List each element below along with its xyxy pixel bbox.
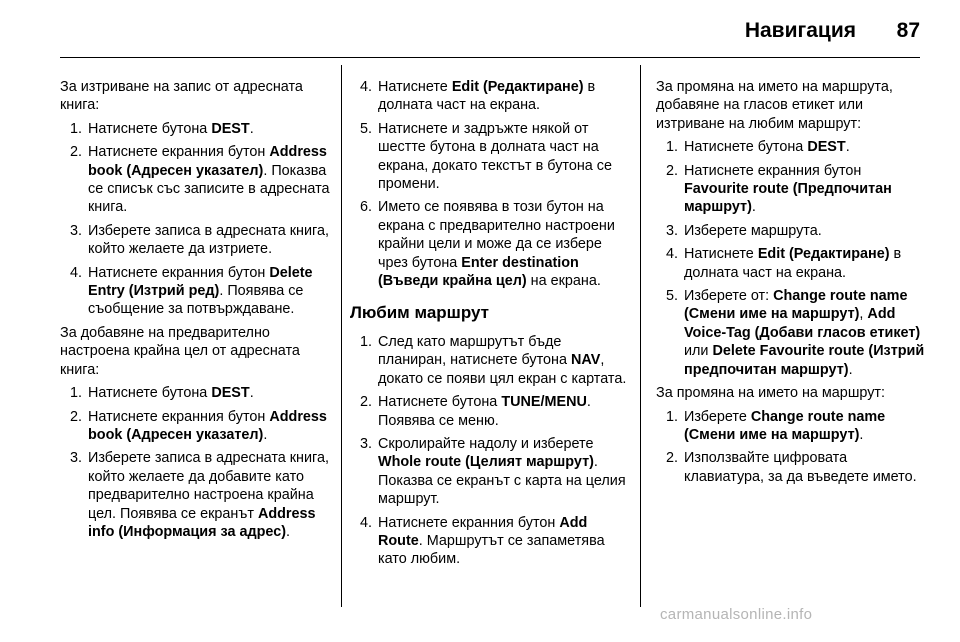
step-text: , докато се появи цял екран с картата. bbox=[378, 352, 627, 387]
step-text: Натиснете екранния бутон bbox=[88, 144, 270, 161]
section-heading: Любим маршрут bbox=[350, 303, 489, 323]
step-number: 3. bbox=[70, 450, 83, 467]
step-text: Натиснете бутона bbox=[378, 394, 502, 411]
step-number: 1. bbox=[360, 333, 373, 350]
step-text: Използвайте цифровата клавиатура, за да въведете името. bbox=[684, 450, 917, 485]
step-bold: DEST bbox=[807, 139, 846, 156]
intro-paragraph: За промяна на името на маршрута, добавяне на гласов етикет или изтриване на любим маршрут: bbox=[656, 79, 893, 132]
step-text: Натиснете екранния бутон bbox=[684, 162, 862, 179]
step-number: 4. bbox=[70, 264, 83, 281]
step-text: . bbox=[848, 361, 853, 378]
column-2 bbox=[350, 78, 628, 574]
step-text: . bbox=[249, 385, 254, 402]
step-bold: Add Voice-Tag (Добави гласов етикет) bbox=[684, 306, 921, 341]
step-number: 1. bbox=[70, 385, 83, 402]
step-text: . Показва се списък със записите в адресната книга. bbox=[88, 162, 330, 216]
step-number: 6. bbox=[360, 199, 373, 216]
step-text: или bbox=[684, 343, 713, 360]
step-bold: Delete Favourite route (Изтрий предпочитан маршрут) bbox=[684, 343, 925, 378]
intro-paragraph: За добавяне на предварително настроена крайна цел от адресната книга: bbox=[60, 324, 300, 378]
step-number: 2. bbox=[666, 450, 679, 467]
step-bold: Favourite route (Предпочитан маршрут) bbox=[684, 181, 892, 216]
list-item bbox=[350, 435, 628, 509]
step-bold: Edit (Редактиране) bbox=[451, 79, 584, 95]
step-text: Натиснете екранния бутон bbox=[88, 264, 270, 281]
step-bold: DEST bbox=[211, 120, 250, 137]
step-text: Изберете записа в адресната книга, който желаете да изтриете. bbox=[88, 222, 329, 258]
step-text: Натиснете екранния бутон bbox=[378, 514, 560, 531]
step-text: . bbox=[286, 523, 291, 540]
step-number: 3. bbox=[70, 222, 83, 239]
step-text: Натиснете bbox=[378, 79, 452, 95]
step-bold: Address info (Информация за адрес) bbox=[88, 505, 316, 540]
intro-paragraph: За промяна на името на маршрут: bbox=[656, 385, 885, 402]
list-item bbox=[350, 198, 628, 290]
step-text: Натиснете и задръжте някой от шестте бутона в долната част на екрана, докато текстът в бутона се промени. bbox=[378, 120, 612, 193]
step-text: Натиснете бутона bbox=[88, 120, 212, 137]
step-text: . bbox=[751, 199, 756, 216]
header-divider bbox=[60, 57, 920, 58]
step-bold: TUNE/MENU bbox=[501, 394, 587, 411]
step-bold: NAV bbox=[571, 352, 601, 369]
list-item bbox=[656, 449, 926, 486]
step-text: Изберете bbox=[684, 408, 751, 425]
step-text: . bbox=[845, 139, 850, 156]
list-item bbox=[656, 408, 926, 445]
step-number: 2. bbox=[70, 408, 83, 425]
list-item bbox=[350, 514, 628, 569]
step-text: Натиснете екранния бутон bbox=[88, 408, 270, 425]
list-item bbox=[656, 138, 926, 156]
step-number: 4. bbox=[360, 514, 373, 531]
step-number: 2. bbox=[360, 394, 373, 411]
step-bold: Whole route (Целият маршрут) bbox=[378, 454, 594, 471]
step-number: 5. bbox=[360, 120, 373, 137]
list-item bbox=[656, 287, 926, 379]
step-text: . bbox=[249, 120, 254, 137]
list-item bbox=[60, 384, 330, 402]
list-item bbox=[350, 78, 628, 115]
step-number: 1. bbox=[70, 120, 83, 137]
step-text: . Появява се съобщение за потвърждаване. bbox=[88, 283, 304, 318]
step-number: 4. bbox=[666, 246, 679, 263]
list-item bbox=[60, 143, 330, 217]
step-text: в долната част на екрана. bbox=[684, 246, 902, 281]
step-number: 3. bbox=[666, 222, 679, 239]
step-text: Изберете записа в адресната книга, който желаете да добавите като предварително настроена крайна цел. Появява се екранът bbox=[88, 450, 329, 522]
steps-list bbox=[656, 138, 926, 379]
step-text: След като маршрутът бъде планиран, натиснете бутона bbox=[378, 333, 571, 369]
list-item bbox=[60, 120, 330, 138]
steps-list bbox=[350, 333, 628, 569]
step-bold: Edit (Редактиране) bbox=[757, 246, 890, 263]
footer-watermark: carmanualsonline.info bbox=[660, 606, 813, 623]
steps-list bbox=[60, 120, 330, 319]
step-text: , bbox=[859, 306, 868, 323]
steps-list bbox=[656, 408, 926, 487]
step-number: 1. bbox=[666, 139, 679, 156]
step-number: 4. bbox=[360, 79, 373, 95]
list-item bbox=[60, 408, 330, 445]
step-text: . bbox=[263, 426, 268, 443]
step-bold: Add Route bbox=[378, 514, 588, 549]
steps-list bbox=[350, 78, 628, 290]
list-item bbox=[60, 264, 330, 319]
step-number: 5. bbox=[666, 288, 679, 305]
step-text: . bbox=[859, 426, 864, 443]
list-item bbox=[60, 449, 330, 541]
step-text: Изберете маршрута. bbox=[684, 222, 822, 239]
step-bold: DEST bbox=[211, 385, 250, 402]
list-item bbox=[350, 120, 628, 194]
step-text: . Показва се екранът с карта на целия маршрут. bbox=[378, 454, 626, 508]
step-bold: Address book (Адресен указател) bbox=[88, 144, 327, 179]
list-item bbox=[656, 245, 926, 282]
list-item bbox=[656, 162, 926, 217]
step-bold: Delete Entry (Изтрий ред) bbox=[88, 264, 313, 300]
step-text: Натиснете бутона bbox=[684, 139, 808, 156]
step-bold: Address book (Адресен указател) bbox=[88, 408, 327, 443]
step-bold: Change route name (Смени име на маршрут) bbox=[684, 288, 908, 323]
column-1 bbox=[60, 78, 330, 546]
steps-list bbox=[60, 384, 330, 541]
step-number: 1. bbox=[666, 408, 679, 425]
step-text: . Появява се меню. bbox=[378, 394, 591, 429]
step-text: Името се появява в този бутон на екрана с предварително настроени крайни цели и може да се избере чрез бутона bbox=[378, 199, 615, 271]
column-divider-2 bbox=[640, 65, 641, 607]
step-number: 2. bbox=[666, 162, 679, 179]
step-text: Скролирайте надолу и изберете bbox=[378, 435, 594, 452]
page-title: Навигация bbox=[744, 19, 856, 42]
list-item bbox=[350, 393, 628, 430]
step-text: Изберете от: bbox=[684, 288, 774, 305]
list-item bbox=[656, 222, 926, 240]
intro-paragraph: За изтриване на запис от адресната книга: bbox=[60, 79, 303, 114]
list-item bbox=[60, 222, 330, 259]
step-text: . Маршрутът се запаметява като любим. bbox=[378, 532, 605, 568]
page-number: 87 bbox=[896, 19, 920, 42]
step-number: 3. bbox=[360, 435, 373, 452]
step-bold: Enter destination (Въведи крайна цел) bbox=[378, 254, 579, 290]
list-item bbox=[350, 333, 628, 388]
step-number: 2. bbox=[70, 144, 83, 161]
step-text: в долната част на екрана. bbox=[378, 79, 596, 114]
step-text: Натиснете бутона bbox=[88, 385, 212, 402]
step-text: на екрана. bbox=[526, 273, 601, 290]
step-text: Натиснете bbox=[684, 246, 758, 263]
column-3 bbox=[656, 78, 926, 491]
column-divider-1 bbox=[341, 65, 342, 607]
step-bold: Change route name (Смени име на маршрут) bbox=[684, 408, 886, 443]
